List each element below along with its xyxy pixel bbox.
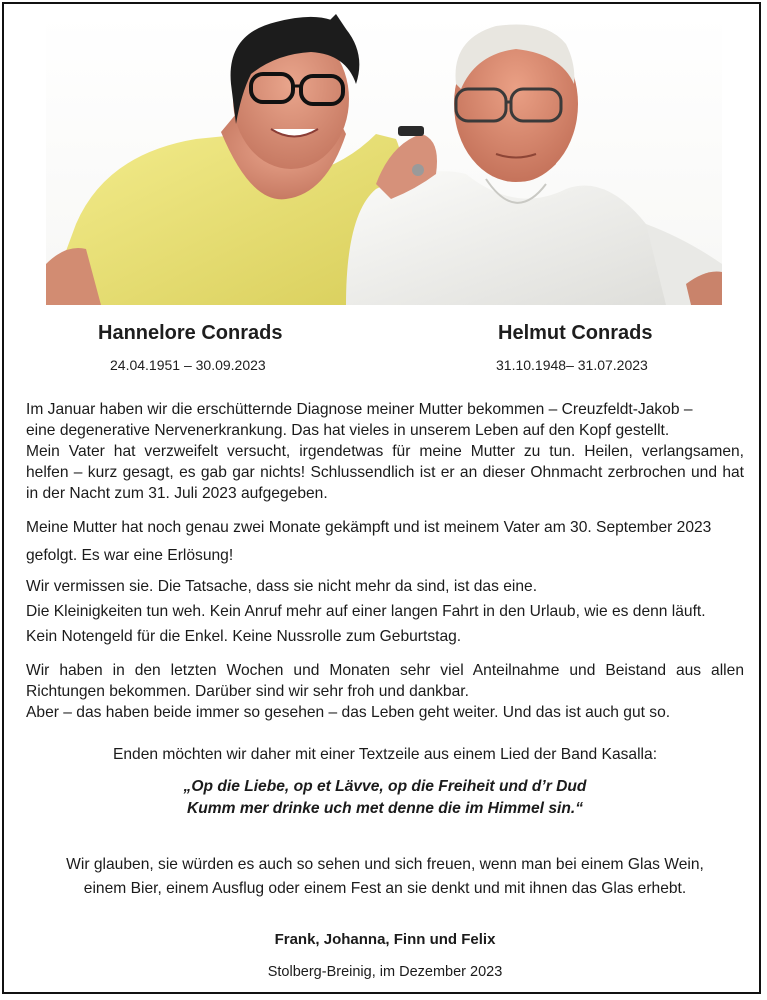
text-line: Wir haben in den letzten Wochen und Monaten sehr viel Anteilnahme und Beistand aus allen [26,662,744,679]
song-quote [26,776,744,820]
person-name-helmut: Helmut Conrads [498,322,653,344]
person-dates-hannelore: 24.04.1951 – 30.09.2023 [110,357,266,373]
paragraph-closing [26,853,744,901]
quote-intro: Enden möchten wir daher mit einer Textzeile aus einem Lied der Band Kasalla: [112,746,658,763]
text-line: Im Januar haben wir die erschütternde Diagnose meiner Mutter bekommen – Creuzfeldt-Jakob – [26,401,693,418]
quote-line: „Op die Liebe, op et Lävve, op die Freiheit und d’r Dud [183,778,587,795]
place-date: Stolberg-Breinig, im Dezember 2023 [267,964,503,980]
text-line: Richtungen bekommen. Darüber sind wir sehr froh und dankbar. [26,683,469,700]
text-line: helfen – kurz gesagt, es gab gar nichts! Schlussendlich ist er an dieser Ohnmacht zerbrochen und hat [26,464,744,481]
couple-photo [46,14,722,305]
paragraph-mother [26,514,744,570]
text-line: Meine Mutter hat noch genau zwei Monate gekämpft und ist meinem Vater am 30. September 2023 [26,519,712,536]
person-dates-helmut: 31.10.1948– 31.07.2023 [496,357,648,373]
text-line: Die Kleinigkeiten tun weh. Kein Anruf mehr auf einer langen Fahrt in den Urlaub, wie es denn läuft. [26,603,706,620]
text-line: Kein Notengeld für die Enkel. Keine Nussrolle zum Geburtstag. [26,628,462,645]
paragraph-missing [26,574,744,649]
quote-line: Kumm mer drinke uch met denne die im Himmel sin.“ [186,800,583,817]
paragraph-sympathy [26,660,744,723]
text-line: in der Nacht zum 31. Juli 2023 aufgegeben. [26,485,328,502]
text-line: Aber – das haben beide immer so gesehen – das Leben geht weiter. Und das ist auch gut so. [26,704,671,721]
person-name-hannelore: Hannelore Conrads [98,322,283,344]
text-line: gefolgt. Es war eine Erlösung! [26,547,234,564]
signature: Frank, Johanna, Finn und Felix [274,931,496,948]
portrait-photo-icon [46,14,722,305]
text-line: Mein Vater hat verzweifelt versucht, irgendetwas für meine Mutter zu tun. Heilen, verlangsamen, [26,443,744,460]
text-line: einem Bier, einem Ausflug oder einem Fest an sie denkt und mit ihnen das Glas erhebt. [83,880,687,897]
paragraph-diagnosis [26,399,744,504]
text-line: eine degenerative Nervenerkrankung. Das hat vieles in unserem Leben auf den Kopf gestellt. [26,422,670,439]
text-line: Wir vermissen sie. Die Tatsache, dass sie nicht mehr da sind, ist das eine. [26,578,538,595]
text-line: Wir glauben, sie würden es auch so sehen und sich freuen, wenn man bei einem Glas Wein, [66,856,704,873]
